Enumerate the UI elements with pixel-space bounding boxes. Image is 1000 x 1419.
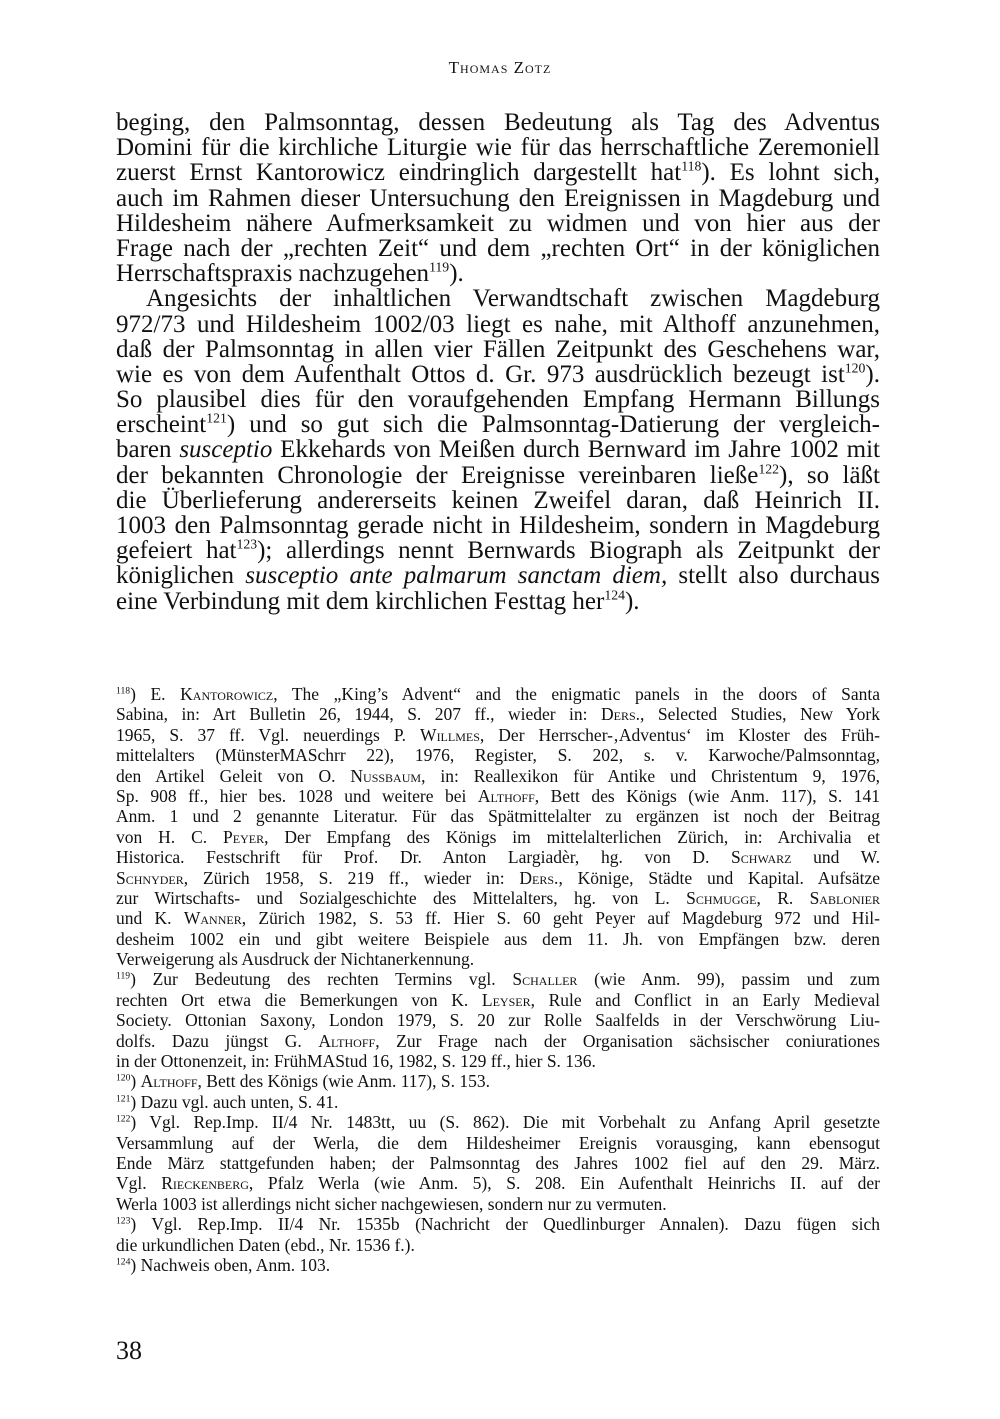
text-run: Ende März stattgefunden haben; der Palmsonntag des Jahres 1002 fiel auf den 29. März.	[116, 1152, 880, 1173]
footnote-line	[116, 1051, 880, 1071]
body-line	[116, 110, 880, 135]
text-run: ).	[865, 360, 880, 388]
text-run: von H. C.	[116, 826, 224, 847]
text-run: Sp. 908 ff., hier bes. 1028 und weitere bei	[116, 785, 478, 806]
text-run: ).	[449, 260, 464, 288]
text-run: Herrschaftspraxis nachzugehen	[116, 260, 430, 288]
body-line	[116, 236, 880, 261]
text-run: Sabina, in: Art Bulletin 26, 1944, S. 207 ff., wieder in:	[116, 704, 601, 725]
footnote-marker: 124	[604, 586, 625, 602]
footnote-marker: 122	[116, 1113, 131, 1125]
body-line	[116, 186, 880, 211]
footnote-line	[116, 1031, 880, 1051]
text-run: ) Dazu vgl. auch unten, S. 41.	[130, 1091, 339, 1112]
author-name: Sablonier	[809, 887, 880, 908]
main-text	[116, 110, 880, 614]
text-run: daß der Palmsonntag in allen vier Fällen Zeitpunkt des Geschehens war,	[116, 335, 880, 363]
text-run: eine Verbindung mit dem kirchlichen Festtag her	[116, 587, 605, 615]
author-name: Rieckenberg	[161, 1173, 249, 1194]
text-run: der bekannten Chronologie der Ereignisse vereinbaren ließe	[116, 461, 759, 489]
body-line	[116, 586, 880, 615]
text-run: Vgl.	[116, 1173, 162, 1194]
body-line	[116, 513, 880, 538]
footnote-line	[116, 806, 880, 826]
footnote-marker: 118	[681, 158, 702, 174]
footnote-line	[116, 1194, 880, 1214]
text-run: Domini für die kirchliche Liturgie wie für das herrschaftliche Zeremoniell	[116, 134, 880, 162]
text-run: , Bett des Königs (wie Anm. 117), S. 153.	[197, 1071, 490, 1092]
text-run: rechten Ort etwa die Bemerkungen von K.	[116, 989, 482, 1010]
text-run: 972/73 und Hildesheim 1002/03 liegt es nahe, mit Althoff anzunehmen,	[116, 310, 880, 338]
footnote-line	[116, 1235, 880, 1255]
footnote-line	[116, 766, 880, 786]
text-run: Frage nach der „rechten Zeit“ und dem „rechten Ort“ in der königlichen	[116, 234, 880, 262]
text-run: Versammlung auf der Werla, die dem Hildesheimer Ereignis vorausging, kann ebensogut	[116, 1132, 880, 1153]
text-run: Hildesheim nähere Aufmerksamkeit zu widmen und von hier aus der	[116, 209, 880, 237]
body-line	[116, 463, 880, 488]
footnote-line	[116, 704, 880, 724]
footnote-line	[116, 990, 880, 1010]
page-number: 38	[116, 1336, 142, 1365]
text-run: ). Es lohnt sich,	[701, 159, 880, 187]
footnote-line	[116, 1214, 880, 1234]
text-run: ); allerdings nennt Bernwards Biograph als Zeitpunkt der	[257, 537, 880, 565]
body-line	[116, 135, 880, 160]
text-run: 1003 den Palmsonntag gerade nicht in Hildesheim, sondern in Magdeburg	[116, 512, 880, 539]
author-name: Ders.	[601, 704, 641, 725]
text-run: ).	[624, 587, 640, 615]
footnote-line	[116, 745, 880, 765]
body-line	[116, 387, 880, 412]
text-run: Angesichts der inhaltlichen Verwandtschaft zwischen Magdeburg	[146, 285, 880, 313]
footnote-line	[116, 888, 880, 908]
text-run: , Der Herrscher-‚Adventus‘ im Kloster des Früh-	[479, 724, 880, 745]
body-line	[116, 362, 880, 387]
footnote-marker: 120	[116, 1072, 131, 1084]
text-run: gefeiert hat	[116, 537, 237, 565]
footnote-marker: 119	[429, 259, 450, 275]
footnote-line	[116, 1153, 880, 1173]
footnote-line	[116, 1092, 880, 1112]
text-run: 1965, S. 37 ff. Vgl. neuerdings P.	[116, 724, 421, 745]
footnote-line	[116, 949, 880, 969]
body-line	[116, 312, 880, 337]
text-run: ) Zur Bedeutung des rechten Termins vgl.	[130, 969, 513, 990]
author-name: Leyser	[481, 989, 531, 1010]
text-run: die urkundlichen Daten (ebd., Nr. 1536 f.).	[116, 1234, 415, 1255]
footnote-line	[116, 1071, 880, 1091]
body-line	[116, 488, 880, 513]
text-run: , Der Empfang des Königs im mittelalterlichen Zürich, in: Archivalia et	[264, 826, 881, 847]
text-run: , The „King’s Advent“ and the enigmatic panels in the doors of Santa	[273, 684, 880, 704]
author-name: Althoff	[477, 785, 535, 806]
body-line	[116, 261, 880, 286]
text-run: ) Nachweis oben, Anm. 103.	[130, 1254, 331, 1275]
footnote-line	[116, 1112, 880, 1132]
text-run: ), so läßt	[779, 461, 880, 489]
text-run: und W.	[791, 847, 880, 868]
text-run: (wie Anm. 99), passim und zum	[577, 969, 880, 990]
text-run: ) Vgl. Rep.Imp. II/4 Nr. 1483tt, uu (S. 862). Die mit Vorbehalt zu Anfang April gesetzte	[130, 1112, 880, 1133]
text-run: beging, den Palmsonntag, dessen Bedeutung als Tag des Adventus	[116, 109, 880, 136]
footnote-marker: 121	[116, 1093, 131, 1105]
text-run: ) E.	[130, 684, 181, 704]
footnote-marker: 121	[206, 410, 227, 426]
text-run: , Selected Studies, New York	[640, 704, 881, 725]
text-run: zur Wirtschafts- und Sozialgeschichte des Mittelalters, hg. von L.	[116, 887, 687, 908]
footnote-marker: 122	[758, 461, 779, 476]
footnote-marker: 118	[116, 685, 131, 697]
text-run: , in: Reallexikon für Antike und Christentum 9, 1976,	[421, 765, 880, 786]
footnote-marker: 124	[116, 1256, 131, 1268]
footnote-line	[116, 684, 880, 704]
footnote-line	[116, 725, 880, 745]
body-line	[116, 337, 880, 362]
text-run: desheim 1002 ein und gibt weitere Beispiele aus dem 11. Jh. von Empfängen bzw. deren	[116, 928, 880, 949]
author-name: Peyer	[223, 826, 265, 847]
text-run: in der Ottonenzeit, in: FrühMAStud 16, 1982, S. 129 ff., hier S. 136.	[116, 1051, 596, 1072]
text-run: Ekkehards von Meißen durch Bernward im Jahre 1002 mit	[272, 436, 880, 464]
text-run: Anm. 1 und 2 genannte Literatur. Für das Spätmittelalter zu ergänzen ist noch der Beitrag	[116, 806, 880, 827]
text-run: , Rule and Conflict in an Early Medieval	[530, 989, 880, 1010]
body-line	[116, 412, 880, 437]
footnote-line	[116, 908, 880, 928]
text-run: Verweigerung als Ausdruck der Nichtanerkennung.	[116, 949, 475, 970]
body-line	[116, 437, 880, 462]
text-run: stellt also durchaus	[667, 562, 880, 590]
italic-term: susceptio	[179, 436, 273, 464]
footnote-line	[116, 827, 880, 847]
text-run: , Könige, Städte und Kapital. Aufsätze	[558, 867, 880, 888]
text-run: Werla 1003 ist allerdings nicht sicher nachgewiesen, sondern nur zu vermuten.	[116, 1193, 667, 1214]
text-run: Historica. Festschrift für Prof. Dr. Anton Largiadèr, hg. von D.	[116, 847, 732, 868]
text-run: den Artikel Geleit von O.	[116, 765, 351, 786]
body-line	[116, 286, 880, 311]
author-name: Kantorowicz	[180, 684, 274, 704]
italic-term: susceptio ante palmarum sanctam diem,	[245, 562, 668, 590]
body-line	[116, 538, 880, 563]
text-run: Society. Ottonian Saxony, London 1979, S. 20 zur Rolle Saalfelds in der Verschwörung Liu-	[116, 1010, 880, 1031]
text-run: dolfs. Dazu jüngst G.	[116, 1030, 319, 1051]
author-name: Althoff	[318, 1030, 376, 1051]
author-name: Willmes	[420, 724, 480, 745]
text-run: ) und so gut sich die Palmsonntag-Datierung der vergleich-	[226, 411, 880, 439]
text-run: auch im Rahmen dieser Untersuchung den Ereignissen in Magdeburg und	[116, 184, 880, 212]
footnotes	[116, 684, 880, 1275]
footnote-marker: 120	[844, 360, 866, 376]
author-name: Wanner	[183, 908, 242, 929]
author-name: Schnyder	[116, 867, 184, 888]
author-name: Schmugge	[686, 887, 757, 908]
footnote-line	[116, 1255, 880, 1275]
author-name: Althoff	[140, 1071, 198, 1092]
text-run: mittelalters (MünsterMASchrr 22), 1976, Register, S. 202, s. v. Karwoche/Palmsonntag,	[116, 745, 880, 766]
footnote-marker: 119	[116, 970, 131, 982]
footnote-line	[116, 868, 880, 888]
footnote-line	[116, 1173, 880, 1193]
text-run: erscheint	[116, 411, 207, 439]
author-name: Nussbaum	[350, 765, 422, 786]
text-run: königlichen	[116, 562, 246, 590]
author-name: Ders.	[519, 867, 559, 888]
footnote-line	[116, 1133, 880, 1153]
body-line	[116, 563, 880, 588]
footnote-line	[116, 929, 880, 949]
text-run: , Zürich 1958, S. 219 ff., wieder in:	[183, 867, 520, 888]
author-name: Schaller	[512, 969, 578, 990]
text-run: baren	[116, 436, 180, 464]
text-run: So plausibel dies für den voraufgehenden Empfang Hermann Billungs	[116, 386, 880, 414]
text-run: , Zur Frage nach der Organisation sächsischer coniurationes	[375, 1030, 880, 1051]
footnote-line	[116, 969, 880, 989]
text-run: , Zürich 1982, S. 53 ff. Hier S. 60 geht Peyer auf Magdeburg 972 und Hil-	[241, 908, 881, 929]
text-run: ) Vgl. Rep.Imp. II/4 Nr. 1535b (Nachricht der Quedlinburger Annalen). Dazu fügen sich	[130, 1214, 880, 1235]
body-line	[116, 160, 880, 185]
text-run: )	[130, 1071, 141, 1092]
footnote-marker: 123	[116, 1215, 131, 1227]
running-header: Thomas Zotz	[448, 58, 552, 77]
text-run: , Pfalz Werla (wie Anm. 5), S. 208. Ein Aufenthalt Heinrichs II. auf der	[248, 1173, 880, 1194]
footnote-marker: 123	[236, 536, 258, 552]
footnote-line	[116, 786, 880, 806]
footnote-line	[116, 1010, 880, 1030]
text-run: zuerst Ernst Kantorowicz eindringlich dargestellt hat	[116, 159, 682, 187]
footnote-line	[116, 847, 880, 867]
text-run: wie es von dem Aufenthalt Ottos d. Gr. 973 ausdrücklich bezeugt ist	[116, 360, 845, 388]
text-run: , R.	[756, 887, 810, 908]
body-line	[116, 211, 880, 236]
text-run: , Bett des Königs (wie Anm. 117), S. 141	[534, 785, 881, 806]
text-run: die Überlieferung andererseits keinen Zweifel daran, daß Heinrich II.	[116, 486, 880, 514]
author-name: Schwarz	[731, 847, 792, 868]
text-run: und K.	[116, 908, 184, 929]
